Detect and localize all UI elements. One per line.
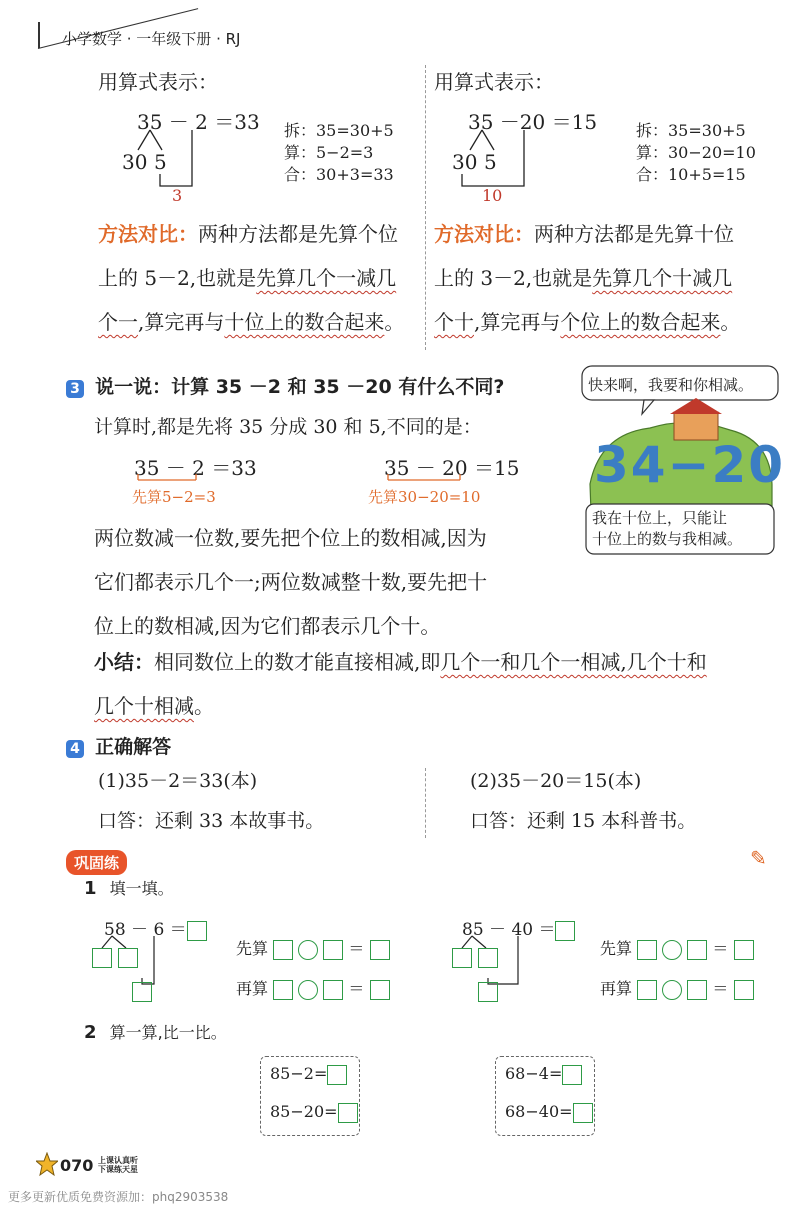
page-mascot-icon (36, 1152, 58, 1182)
q1a-result-box[interactable] (132, 982, 152, 1002)
summary-text-b: 几个一和几个一相减,几个十和 (440, 650, 707, 674)
q1a-first-box-1[interactable] (273, 940, 293, 960)
q1b-then-op[interactable] (662, 980, 682, 1000)
summary-text-d: 。 (194, 694, 214, 718)
q2-heading (84, 1020, 227, 1043)
q1b-first-box-3[interactable] (734, 940, 754, 960)
section3-title: 说一说：计算 35 －2 和 35 －20 有什么不同? (95, 376, 505, 398)
practice-tag-label: 巩固练 (66, 850, 127, 875)
q1a-split-box-1[interactable] (92, 948, 112, 968)
right-partial-result: 10 (482, 186, 503, 205)
practice-tag (66, 850, 127, 875)
right-compare-line3b: ,算完再与 (474, 310, 561, 334)
section3-para2: 它们都表示几个一;两位数减整十数,要先把十 (94, 570, 488, 594)
q1b-then-label: 再算 (600, 979, 633, 998)
left-split-tens: 30 (122, 150, 148, 174)
q1a-then-label: 再算 (236, 979, 269, 998)
q1a-first-box-3[interactable] (370, 940, 390, 960)
q2-g1-eq2: 85−20= (270, 1102, 338, 1121)
answer-divider (425, 768, 426, 838)
section4-number: 4 (66, 740, 84, 758)
right-split-tens: 30 (452, 150, 478, 174)
q1b-then-eq: ＝ (712, 979, 729, 998)
right-compare-line3a: 个十 (434, 310, 474, 334)
bubble-bottom-line2: 十位上的数与我相减。 (592, 530, 743, 548)
left-compare-line1: 两种方法都是先算个位 (198, 222, 398, 246)
left-compare (98, 212, 423, 344)
q2-g1-eq1: 85−2= (270, 1064, 328, 1083)
header-title: 小学数学 · 一年级下册 · RJ (62, 30, 241, 48)
left-step-compute: 算：5−2=3 (284, 143, 374, 162)
right-compare-line3d: 。 (720, 310, 741, 334)
q1b-first-box-1[interactable] (637, 940, 657, 960)
q2-title: 算一算,比一比。 (109, 1023, 227, 1042)
answer-2: (2)35－20＝15(本) (470, 770, 642, 792)
q1a-split-box-2[interactable] (118, 948, 138, 968)
q1b-first-eq: ＝ (712, 939, 729, 958)
q1b-then-box-3[interactable] (734, 980, 754, 1000)
section3-summary (94, 640, 794, 728)
answer-1: (1)35－2＝33(本) (98, 770, 258, 792)
q2-g1-box2[interactable] (338, 1103, 358, 1123)
q1a-then-eq: ＝ (348, 979, 365, 998)
q1a-first-op[interactable] (298, 940, 318, 960)
section3-eq2-arrow (384, 474, 474, 486)
q1a-first-row (236, 936, 390, 960)
page-slogan-1: 上课认真听 (98, 1156, 138, 1165)
right-compare-line2a: 上的 3－2,也就是 (434, 266, 593, 290)
q2-g2-row2 (505, 1102, 593, 1123)
q2-g2-box2[interactable] (573, 1103, 593, 1123)
left-compare-line2a: 上的 5－2,也就是 (98, 266, 257, 290)
left-step-split: 拆：35=30+5 (284, 121, 394, 140)
bubble-bottom-text (592, 508, 742, 550)
q1a-first-eq: ＝ (348, 939, 365, 958)
section3-eq1-arrow (134, 474, 214, 486)
q1b-eq-text: 85 － 40 ＝ (462, 920, 556, 940)
section4-title: 正确解答 (95, 736, 172, 758)
illustration (580, 364, 786, 570)
left-steps (284, 120, 394, 186)
q2-g2-row1 (505, 1064, 582, 1085)
q1-title: 填一填。 (109, 879, 174, 898)
left-method-equation: 35 － 2 ＝33 (137, 110, 260, 134)
header-bar (38, 22, 40, 48)
q1a-then-op[interactable] (298, 980, 318, 1000)
right-compare-line2b: 先算几个十减几 (592, 266, 733, 290)
q2-g2-eq2: 68−40= (505, 1102, 573, 1121)
section3-eq2: 35 － 20 ＝15 (384, 456, 520, 480)
q1a-split-lines (90, 934, 170, 1004)
q1-number: 1 (84, 878, 97, 899)
q1b-first-op[interactable] (662, 940, 682, 960)
right-step-combine: 合：10+5=15 (636, 165, 746, 184)
section3-para3: 位上的数相减,因为它们都表示几个十。 (94, 614, 441, 638)
right-method-label: 用算式表示： (434, 70, 554, 94)
summary-text-a: 相同数位上的数才能直接相减,即 (154, 650, 441, 674)
q1b-answer-box[interactable] (555, 921, 575, 941)
q1b-split-box-1[interactable] (452, 948, 472, 968)
right-split-ones: 5 (484, 150, 497, 174)
q2-g1-box1[interactable] (327, 1065, 347, 1085)
q2-g1-row1 (270, 1064, 347, 1085)
left-compare-line2b: 先算几个一减几 (256, 266, 397, 290)
left-compare-line3c: 十位上的数合起来 (224, 310, 385, 334)
left-partial-result: 3 (172, 186, 183, 205)
right-method-equation: 35 －20 ＝15 (468, 110, 598, 134)
bubble-bottom-line1: 我在十位上，只能让 (592, 509, 728, 527)
reply-2: 口答：还剩 15 本科普书。 (470, 810, 697, 832)
q1b-first-label: 先算 (600, 939, 633, 958)
section3-heading (66, 372, 504, 399)
section3-number: 3 (66, 380, 84, 398)
right-step-split: 拆：35=30+5 (636, 121, 746, 140)
q2-number: 2 (84, 1022, 97, 1043)
right-compare (434, 212, 784, 344)
left-compare-title: 方法对比： (98, 222, 198, 246)
reply-1: 口答：还剩 33 本故事书。 (98, 810, 325, 832)
page-number: 070 (60, 1156, 94, 1175)
q1b-result-box[interactable] (478, 982, 498, 1002)
q1a-first-label: 先算 (236, 939, 269, 958)
left-step-combine: 合：30+3=33 (284, 165, 394, 184)
right-compare-line1: 两种方法都是先算十位 (534, 222, 734, 246)
q2-g2-eq1: 68−4= (505, 1064, 563, 1083)
left-compare-line3d: 。 (384, 310, 405, 334)
q1a-eq-text: 58 － 6 ＝ (104, 920, 187, 940)
page-slogan-2: 下课练天星 (98, 1165, 138, 1174)
summary-text-c: 几个十相减 (94, 694, 194, 718)
q1-heading (84, 876, 174, 899)
q1a-then-box-1[interactable] (273, 980, 293, 1000)
q1b-then-box-1[interactable] (637, 980, 657, 1000)
q1a-then-box-2[interactable] (323, 980, 343, 1000)
left-compare-line3b: ,算完再与 (138, 310, 225, 334)
q1a-then-row (236, 976, 390, 1000)
column-divider (425, 65, 426, 350)
left-method-label: 用算式表示： (98, 70, 218, 94)
source-watermark: 更多更新优质免费资源加：phq2903538 (8, 1190, 229, 1204)
section3-note2: 先算30−20=10 (368, 488, 481, 506)
section4-heading (66, 732, 171, 759)
right-compare-line3c: 个位上的数合起来 (560, 310, 721, 334)
q2-g1-row2 (270, 1102, 358, 1123)
left-split-ones: 5 (154, 150, 167, 174)
q1b-then-box-2[interactable] (687, 980, 707, 1000)
right-steps (636, 120, 756, 186)
right-step-compute: 算：30−20=10 (636, 143, 756, 162)
q1b-first-box-2[interactable] (687, 940, 707, 960)
left-compare-line3a: 个一 (98, 310, 138, 334)
q1b-then-row (600, 976, 754, 1000)
pencil-icon: ✎ (750, 846, 767, 870)
page-slogan (98, 1156, 138, 1174)
q1b-split-box-2[interactable] (478, 948, 498, 968)
q1a-answer-box[interactable] (187, 921, 207, 941)
illustration-number: 34−20 (594, 436, 786, 494)
section3-note1: 先算5−2=3 (132, 488, 216, 506)
right-compare-title: 方法对比： (434, 222, 534, 246)
bubble-top-text: 快来啊，我要和你相减。 (588, 376, 754, 394)
q1a-then-box-3[interactable] (370, 980, 390, 1000)
section3-explanation (94, 516, 574, 648)
q2-g2-box1[interactable] (562, 1065, 582, 1085)
summary-label: 小结： (94, 650, 154, 674)
q1b-first-row (600, 936, 754, 960)
section3-intro: 计算时,都是先将 35 分成 30 和 5,不同的是： (94, 416, 482, 438)
q1a-first-box-2[interactable] (323, 940, 343, 960)
section3-eq1: 35 － 2 ＝33 (134, 456, 257, 480)
section3-para1: 两位数减一位数,要先把个位上的数相减,因为 (94, 526, 487, 550)
